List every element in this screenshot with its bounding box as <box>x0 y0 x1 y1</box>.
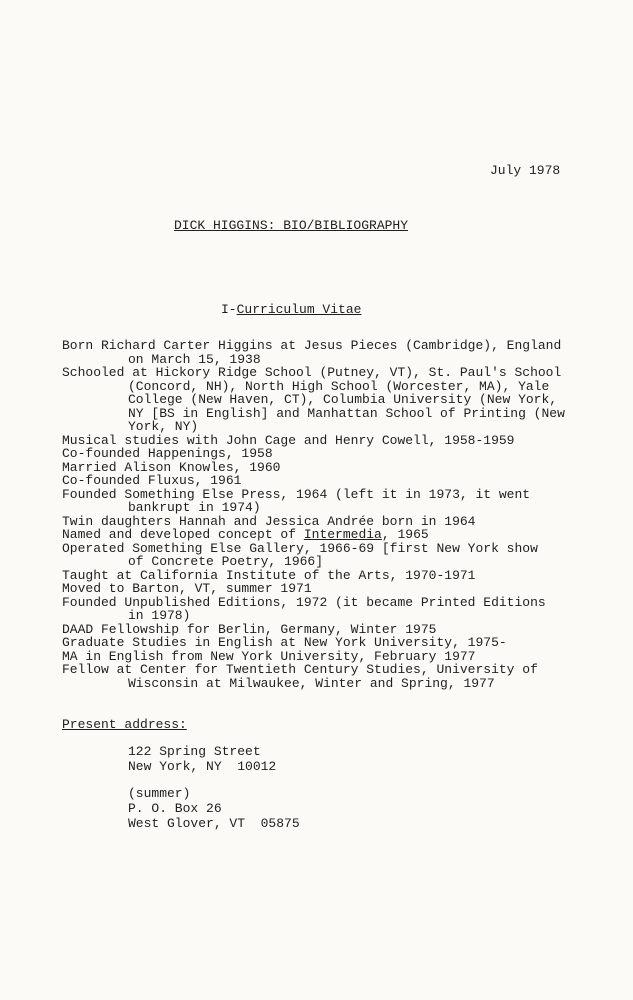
cv-line: College (New Haven, CT), Columbia University (New York, <box>128 392 558 407</box>
curriculum-vitae-list <box>62 339 602 690</box>
cv-line: Born Richard Carter Higgins at Jesus Pieces (Cambridge), England <box>62 338 562 353</box>
cv-line: on March 15, 1938 <box>128 351 261 367</box>
cv-text: Named and developed concept of <box>62 527 304 542</box>
cv-line: York, NY) <box>128 419 199 434</box>
cv-line: (Concord, NH), North High School (Worcester, MA), Yale <box>128 378 550 394</box>
document-date: July 1978 <box>490 163 561 178</box>
section-heading <box>221 302 361 317</box>
present-address-label: Present address: <box>62 717 187 732</box>
address-block <box>128 744 300 831</box>
cv-line: Co-founded Fluxus, 1961 <box>62 473 242 488</box>
cv-line: Fellow at Center for Twentieth Century Studies, University of <box>62 662 538 677</box>
address-street: 122 Spring Street <box>128 744 261 759</box>
section-title: Curriculum Vitae <box>236 302 362 317</box>
cv-line: in 1978) <box>128 608 191 623</box>
cv-line: Schooled at Hickory Ridge School (Putney, VT), St. Paul's School <box>62 365 562 380</box>
cv-line: Wisconsin at Milwaukee, Winter and Spring, 1977 <box>128 675 495 691</box>
cv-line: Taught at California Institute of the Arts, 1970-1971 <box>62 567 476 583</box>
document-title: DICK HIGGINS: BIO/BIBLIOGRAPHY <box>174 218 409 233</box>
cv-line: MA in English from New York University, February 1977 <box>62 648 476 664</box>
cv-line: Graduate Studies in English at New York University, 1975- <box>62 635 507 650</box>
cv-line: Musical studies with John Cage and Henry Cowell, 1958-1959 <box>62 432 515 448</box>
summer-po-box: P. O. Box 26 <box>128 801 222 816</box>
cv-line: NY [BS in English] and Manhattan School of Printing (New <box>128 405 565 421</box>
address-city: New York, NY 10012 <box>128 759 277 774</box>
cv-line: Moved to Barton, VT, summer 1971 <box>62 581 312 596</box>
cv-line <box>62 528 602 542</box>
cv-line: Twin daughters Hannah and Jessica Andrée born in 1964 <box>62 513 476 529</box>
cv-line: Co-founded Happenings, 1958 <box>62 446 273 461</box>
cv-line: Operated Something Else Gallery, 1966-69 [first New York show <box>62 540 538 556</box>
cv-text: , 1965 <box>381 527 429 542</box>
cv-line: bankrupt in 1974) <box>128 500 261 515</box>
cv-line: Founded Unpublished Editions, 1972 (it became Printed Editions <box>62 594 546 610</box>
intermedia-term: Intermedia <box>303 527 382 542</box>
cv-line: Married Alison Knowles, 1960 <box>62 459 281 475</box>
cv-line: of Concrete Poetry, 1966] <box>128 554 324 569</box>
cv-line: DAAD Fellowship for Berlin, Germany, Winter 1975 <box>62 621 437 637</box>
section-number: I- <box>221 302 237 317</box>
cv-line: Founded Something Else Press, 1964 (left it in 1973, it went <box>62 486 531 502</box>
summer-label: (summer) <box>128 786 191 801</box>
summer-city: West Glover, VT 05875 <box>128 816 300 831</box>
